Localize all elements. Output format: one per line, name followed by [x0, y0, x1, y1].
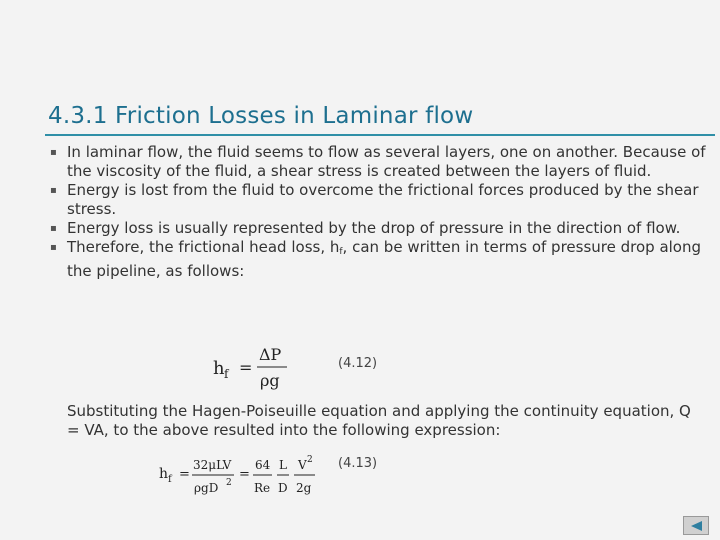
- equation-number: (4.12): [338, 356, 378, 371]
- bullet-marker: ▪: [50, 242, 57, 253]
- eq-frac1-den-exponent: 2: [226, 478, 232, 488]
- bullet-text: Energy loss is usually represented by the drop of pressure in the direction of flow.: [67, 219, 681, 237]
- bullet-marker: ▪: [50, 185, 57, 196]
- eq-equals: =: [179, 467, 190, 482]
- eq-frac3-numerator: L: [279, 458, 287, 472]
- eq-frac2-numerator: 64: [255, 458, 271, 472]
- slide-title: 4.3.1 Friction Losses in Laminar flow: [48, 103, 474, 129]
- subscript-f: f: [339, 247, 343, 257]
- eq-frac4-numerator: V: [298, 458, 307, 472]
- eq-lhs-sub: f: [224, 367, 229, 381]
- eq-frac4-denominator: 2g: [296, 481, 312, 495]
- eq-frac2-denominator: Re: [254, 481, 271, 495]
- bullet-item: [50, 181, 715, 219]
- eq-frac3-denominator: D: [278, 481, 288, 495]
- eq-frac1-numerator: 32μLV: [193, 458, 232, 472]
- bullet-text: In laminar flow, the fluid seems to flow as several layers, one on another. Because of the viscosity of the fluid, a shear stress is created between the layers of fluid.: [67, 143, 706, 180]
- equation-4-12: [205, 340, 315, 396]
- eq-frac1-denominator: ρgD: [194, 481, 219, 495]
- bullet-marker: ▪: [50, 147, 57, 158]
- bullet-list: [50, 143, 715, 281]
- body-paragraph: Substituting the Hagen-Poiseuille equation and applying the continuity equation, Q = VA, to the above resulted into the following expression:: [67, 402, 691, 439]
- back-button[interactable]: [683, 516, 709, 535]
- bullet-item: [50, 219, 715, 238]
- bullet-text-part: , can be written in terms of pressure drop along the pipeline, as follows:: [67, 238, 702, 280]
- bullet-item: [50, 143, 715, 181]
- equation-number: (4.13): [338, 456, 378, 471]
- equation-4-13: [155, 452, 325, 502]
- eq-equals: =: [239, 467, 250, 482]
- eq-denominator: ρg: [260, 371, 280, 390]
- title-divider: [45, 134, 715, 136]
- eq-lhs-sub: f: [168, 474, 172, 485]
- eq-frac4-num-exponent: 2: [307, 455, 313, 465]
- eq-lhs-h: h: [159, 466, 169, 482]
- bullet-text: Energy is lost from the fluid to overcome the frictional forces produced by the shear stress.: [67, 181, 699, 218]
- eq-lhs-h: h: [213, 358, 225, 379]
- bullet-text-part: Therefore, the frictional head loss, h: [67, 238, 340, 256]
- back-arrow-icon: [688, 520, 704, 532]
- bullet-item: [50, 238, 715, 281]
- bullet-marker: ▪: [50, 223, 57, 234]
- eq-equals: =: [239, 358, 253, 377]
- eq-numerator: ΔP: [259, 345, 282, 364]
